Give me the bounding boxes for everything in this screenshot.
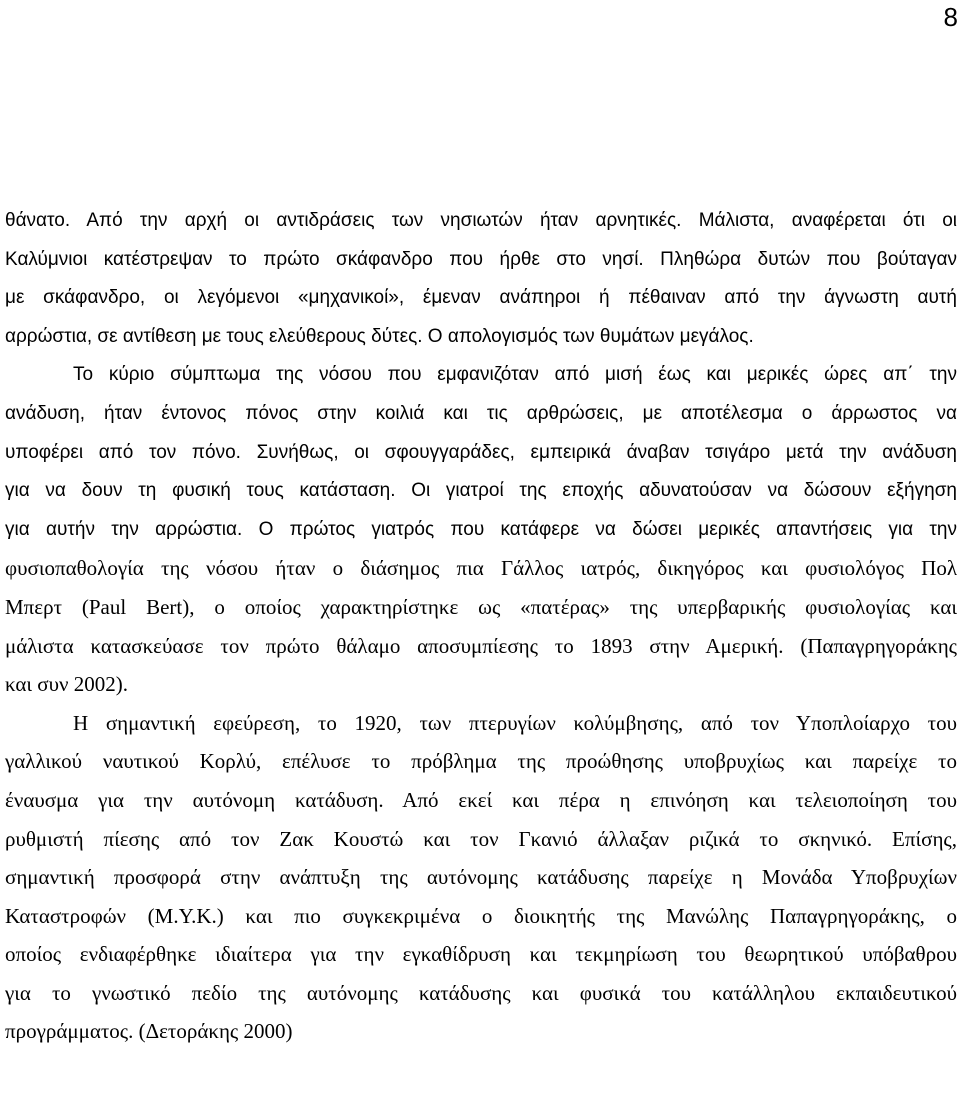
text-line: έναυσμα για την αυτόνομη κατάδυση. Από εκεί και πέρα η επινόηση και τελειοποίηση του [5,787,957,812]
text-line: με σκάφανδρο, οι λεγόμενοι «μηχανικοί», έμεναν ανάπηροι ή πέθαιναν από την άγνωστη αυτή [5,287,957,309]
paragraph-first-line: Η σημαντική εφεύρεση, το 1920, των πτερυγίων κολύμβησης, από τον Υποπλοίαρχο του [73,710,957,735]
text-line: σημαντική προσφορά στην ανάπτυξη της αυτόνομης κατάδυσης παρείχε η Μονάδα Υποβρυχίων [5,865,957,890]
page-number: 8 [943,2,958,32]
text-line: προγράμματος. (Δετοράκης 2000) [5,1019,293,1044]
text-line: θάνατο. Από την αρχή οι αντιδράσεις των νησιωτών ήταν αρνητικές. Μάλιστα, αναφέρεται ότι οι [5,210,957,231]
text-line: Καλύμνιοι κατέστρεψαν το πρώτο σκάφανδρο που ήρθε στο νησί. Πληθώρα δυτών που βούταγαν [5,248,957,270]
text-line: για αυτήν την αρρώστια. Ο πρώτος γιατρός που κατάφερε να δώσει μερικές απαντήσεις για την [5,518,957,540]
text-line: οποίος ενδιαφέρθηκε ιδιαίτερα για την εγκαθίδρυση και τεκμηρίωση του θεωρητικού υπόβαθρου [5,942,957,967]
text-line: για να δουν τη φυσική τους κατάσταση. Οι γιατροί της εποχής αδυνατούσαν να δώσουν εξήγηση [5,480,957,502]
text-line: γαλλικού ναυτικού Κορλύ, επέλυσε το πρόβλημα της προώθησης υποβρυχίως και παρείχε το [5,749,957,774]
document-body [5,202,957,1051]
text-line: φυσιοπαθολογία της νόσου ήταν ο διάσημος πια Γάλλος ιατρός, δικηγόρος και φυσιολόγος Πολ [5,556,957,581]
text-line: για το γνωστικό πεδίο της αυτόνομης κατάδυσης και φυσικά του κατάλληλου εκπαιδευτικού [5,980,957,1005]
text-line: ρυθμιστή πίεσης από τον Ζακ Κουστώ και τον Γκανιό άλλαξαν ριζικά το σκηνικό. Επίσης, [5,826,957,851]
text-line: και συν 2002). [5,672,129,697]
text-line: Μπερτ (Paul Bert), ο οποίος χαρακτηρίστηκε ως «πατέρας» της υπερβαρικής φυσιολογίας και [5,594,957,619]
text-line: Καταστροφών (Μ.Υ.Κ.) και πιο συγκεκριμένα ο διοικητής της Μανώλης Παπαγρηγοράκης, ο [5,903,957,928]
text-line: αρρώστια, σε αντίθεση με τους ελεύθερους δύτες. Ο απολογισμός των θυμάτων μεγάλος. [5,325,754,347]
paragraph-first-line: Το κύριο σύμπτωμα της νόσου που εμφανιζόταν από μισή έως και μερικές ώρες απ΄ την [73,364,957,386]
text-line: υποφέρει από τον πόνο. Συνήθως, οι σφουγγαράδες, εμπειρικά άναβαν τσιγάρο μετά την ανάδυση [5,441,957,463]
text-line: ανάδυση, ήταν έντονος πόνος στην κοιλιά και τις αρθρώσεις, με αποτέλεσμα ο άρρωστος να [5,402,957,424]
text-line: μάλιστα κατασκεύασε τον πρώτο θάλαμο αποσυμπίεσης το 1893 στην Αμερική. (Παπαγρηγοράκης [5,633,957,658]
